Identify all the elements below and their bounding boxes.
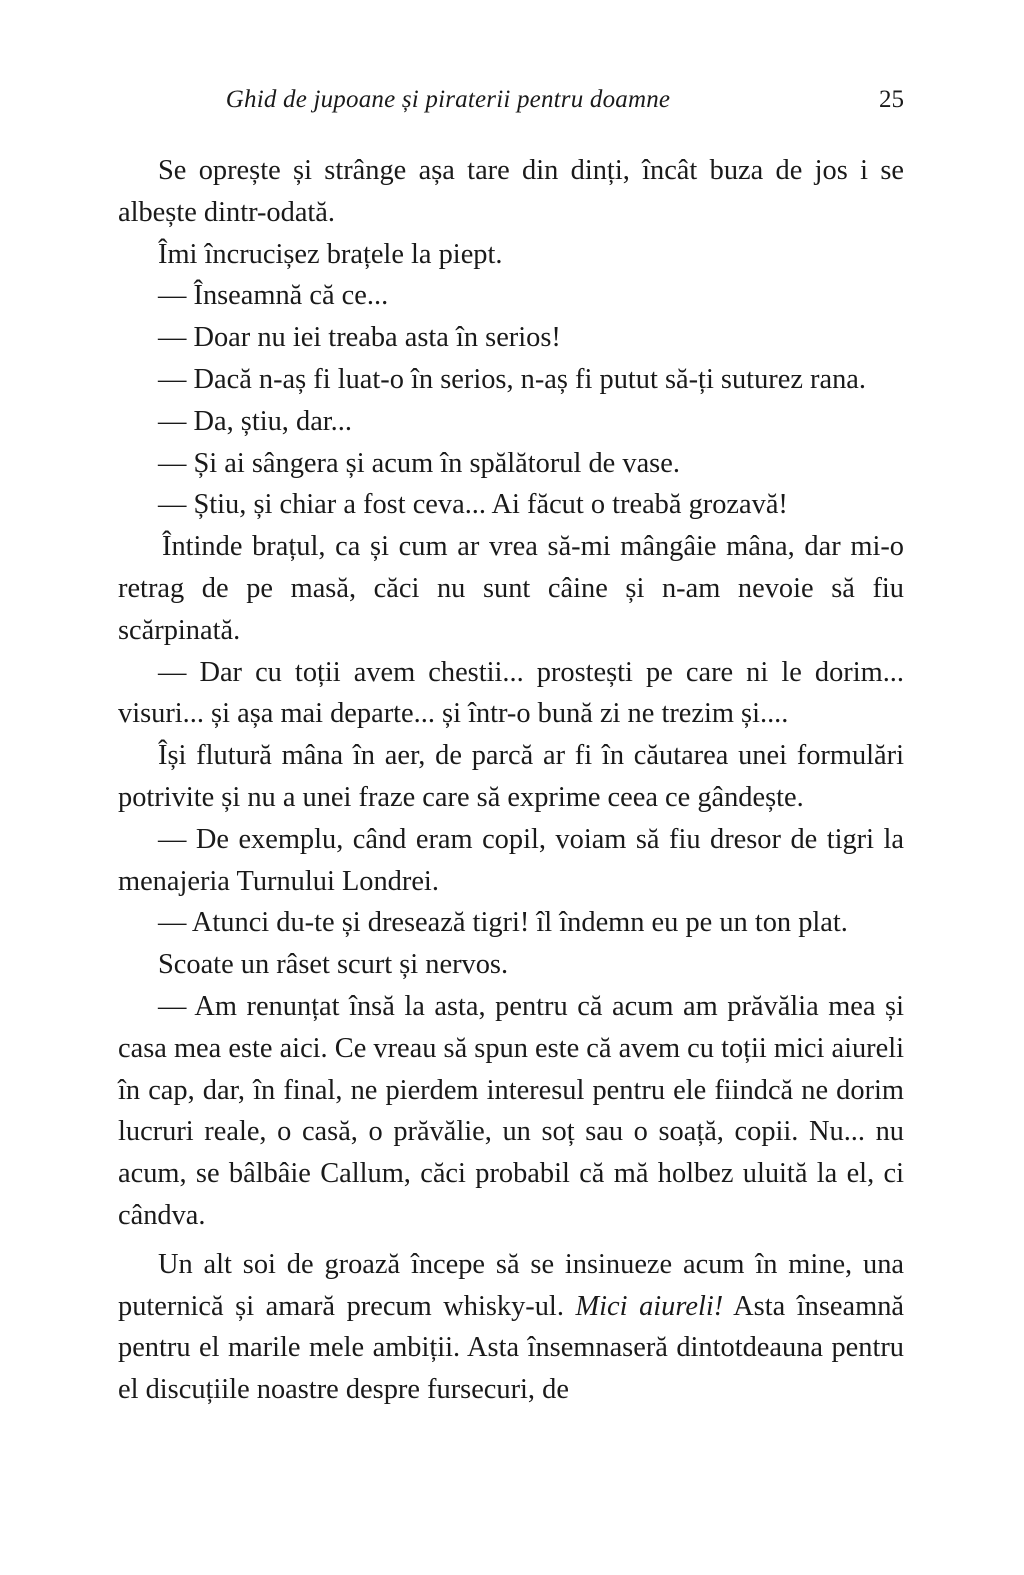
dialogue-line: — Dacă n-aș fi luat-o în serios, n-aș fi putut să-ți suturez rana. [158, 363, 866, 395]
paragraph: Îmi încrucișez brațele la piept. [158, 238, 503, 270]
dialogue-line: — Am renunțat însă la asta, pentru că acum am prăvălia mea și casa mea este aici. Ce vreau să spun este că avem cu toții mici aiureli în cap, dar, în final, ne pierdem interesul pentru ele fiindcă ne dorim lucruri reale, o casă, o prăvălie, un soț sau o soață, copii. Nu... nu acum, se bâlbâie Callum, căci probabil că mă holbez uluită la el, ci cândva. [118, 990, 904, 1231]
paragraph: Scoate un râset scurt și nervos. [158, 949, 509, 981]
italic-emphasis: Mici aiureli! [575, 1290, 724, 1322]
body-text [118, 150, 904, 1411]
paragraph: Își flutură mâna în aer, de parcă ar fi în căutarea unei formulări potrivite și nu a unei fraze care să exprime ceea ce gândește. [118, 740, 904, 813]
dialogue-line: — Înseamnă că ce... [158, 280, 389, 312]
dialogue-line: — Doar nu iei treaba asta în serios! [158, 322, 561, 354]
paragraph-text-before: Un alt soi de groază începe să se insinueze acum în mine, una puternică și amară precum whisky-ul. [118, 1248, 904, 1322]
dialogue-line: — Atunci du-te și dresează tigri! îl îndemn eu pe un ton plat. [158, 907, 848, 939]
dialogue-line: — Știu, și chiar a fost ceva... Ai făcut o treabă grozavă! [158, 489, 788, 521]
dialogue-line: — Da, știu, dar... [158, 405, 352, 437]
running-title: Ghid de jupoane și piraterii pentru doamne [225, 86, 671, 113]
dialogue-line: — Dar cu toții avem chestii... prostești pe care ni le dorim... visuri... și așa mai departe... și într-o bună zi ne trezim și.... [118, 656, 904, 730]
dialogue-line: — Și ai sângera și acum în spălătorul de vase. [158, 447, 680, 479]
page-number: 25 [879, 86, 904, 113]
running-head [118, 82, 904, 118]
paragraph-text-after: Asta înseamnă pentru el marile mele ambiții. Asta însemnaseră dintotdeauna pentru el discuțiile noastre despre fursecuri, de [118, 1290, 904, 1406]
paragraph [118, 1244, 904, 1411]
paragraph: Se oprește și strânge așa tare din dinți, încât buza de jos i se albește dintr-odată. [118, 155, 904, 228]
paragraph: Întinde brațul, ca și cum ar vrea să-mi mângâie mâna, dar mi-o retrag de pe masă, căci nu sunt câine și n-am nevoie să fiu scărpinată. [118, 531, 904, 646]
dialogue-line: — De exemplu, când eram copil, voiam să fiu dresor de tigri la menajeria Turnului Londrei. [118, 823, 904, 897]
